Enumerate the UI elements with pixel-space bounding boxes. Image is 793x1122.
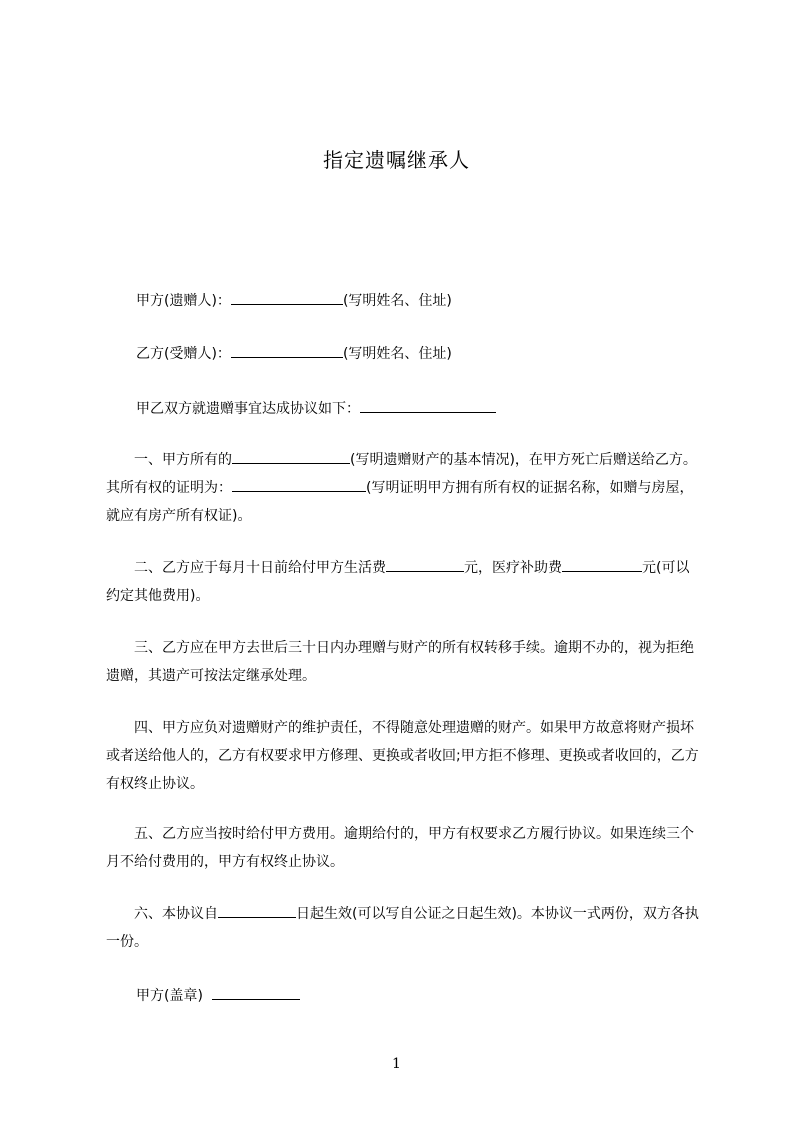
ownership-proof-blank[interactable]	[232, 477, 366, 492]
party-b-label: 乙方(受赠人)：	[136, 346, 231, 362]
clause-4	[106, 714, 702, 798]
clause-1-part-b: (写明遗赠财产的基本情况)，在甲方死亡后赠送给乙方。其所有权的证明为：	[106, 452, 697, 496]
clause-3	[106, 634, 702, 690]
party-b-note: (写明姓名、住址)	[342, 346, 452, 362]
clause-1	[106, 446, 702, 530]
clause-6-part-b: 日起生效(可以写自公证之日起生效)。本协议一式两份，双方各执一份。	[106, 906, 699, 950]
effective-date-blank[interactable]	[218, 903, 296, 918]
agreement-intro: 甲乙双方就遗赠事宜达成协议如下：	[136, 401, 360, 417]
clause-1-part-a: 一、甲方所有的	[134, 452, 232, 468]
clause-2-part-b: 元，医疗补助费	[464, 560, 562, 576]
page-number: 1	[392, 1056, 401, 1072]
signature-blank[interactable]	[212, 985, 300, 1000]
clause-5	[106, 820, 702, 876]
agreement-blank[interactable]	[360, 398, 496, 413]
party-a-label: 甲方(遗赠人)：	[136, 293, 231, 309]
clause-4-text: 四、甲方应负对遗赠财产的维护责任，不得随意处理遗赠的财产。如果甲方故意将财产损坏或者送给他人的，乙方有权要求甲方修理、更换或者收回;甲方拒不修理、更换或者收回的，乙方有权终止协议。	[106, 720, 699, 792]
clause-1-part-c: (写明证明甲方拥有所有权的证据名称，如赠与房屋，就应有房产所有权证)。	[106, 480, 694, 524]
party-a-note: (写明姓名、住址)	[342, 293, 452, 309]
clause-3-text: 三、乙方应在甲方去世后三十日内办理赠与财产的所有权转移手续。逾期不办的，视为拒绝遗赠，其遗产可按法定继承处理。	[106, 640, 694, 684]
clause-2	[106, 554, 702, 610]
clause-2-part-a: 二、乙方应于每月十日前给付甲方生活费	[134, 560, 386, 576]
medical-subsidy-blank[interactable]	[562, 557, 642, 572]
clause-5-text: 五、乙方应当按时给付甲方费用。逾期给付的，甲方有权要求乙方履行协议。如果连续三个月不给付费用的，甲方有权终止协议。	[106, 826, 694, 870]
agreement-intro-line	[136, 398, 496, 419]
living-expense-blank[interactable]	[386, 557, 464, 572]
document-title: 指定遗嘱继承人	[323, 148, 470, 172]
signature-line	[136, 985, 300, 1006]
clause-2-part-c: 元(可以约定其他费用)。	[106, 560, 690, 604]
clause-6-part-a: 六、本协议自	[134, 906, 218, 922]
signature-label: 甲方(盖章)	[136, 988, 203, 1004]
party-b-blank[interactable]	[231, 343, 343, 358]
property-blank[interactable]	[232, 449, 350, 464]
clause-6	[106, 900, 702, 956]
party-b-line	[136, 343, 452, 364]
party-a-line	[136, 290, 452, 311]
party-a-blank[interactable]	[231, 290, 343, 305]
